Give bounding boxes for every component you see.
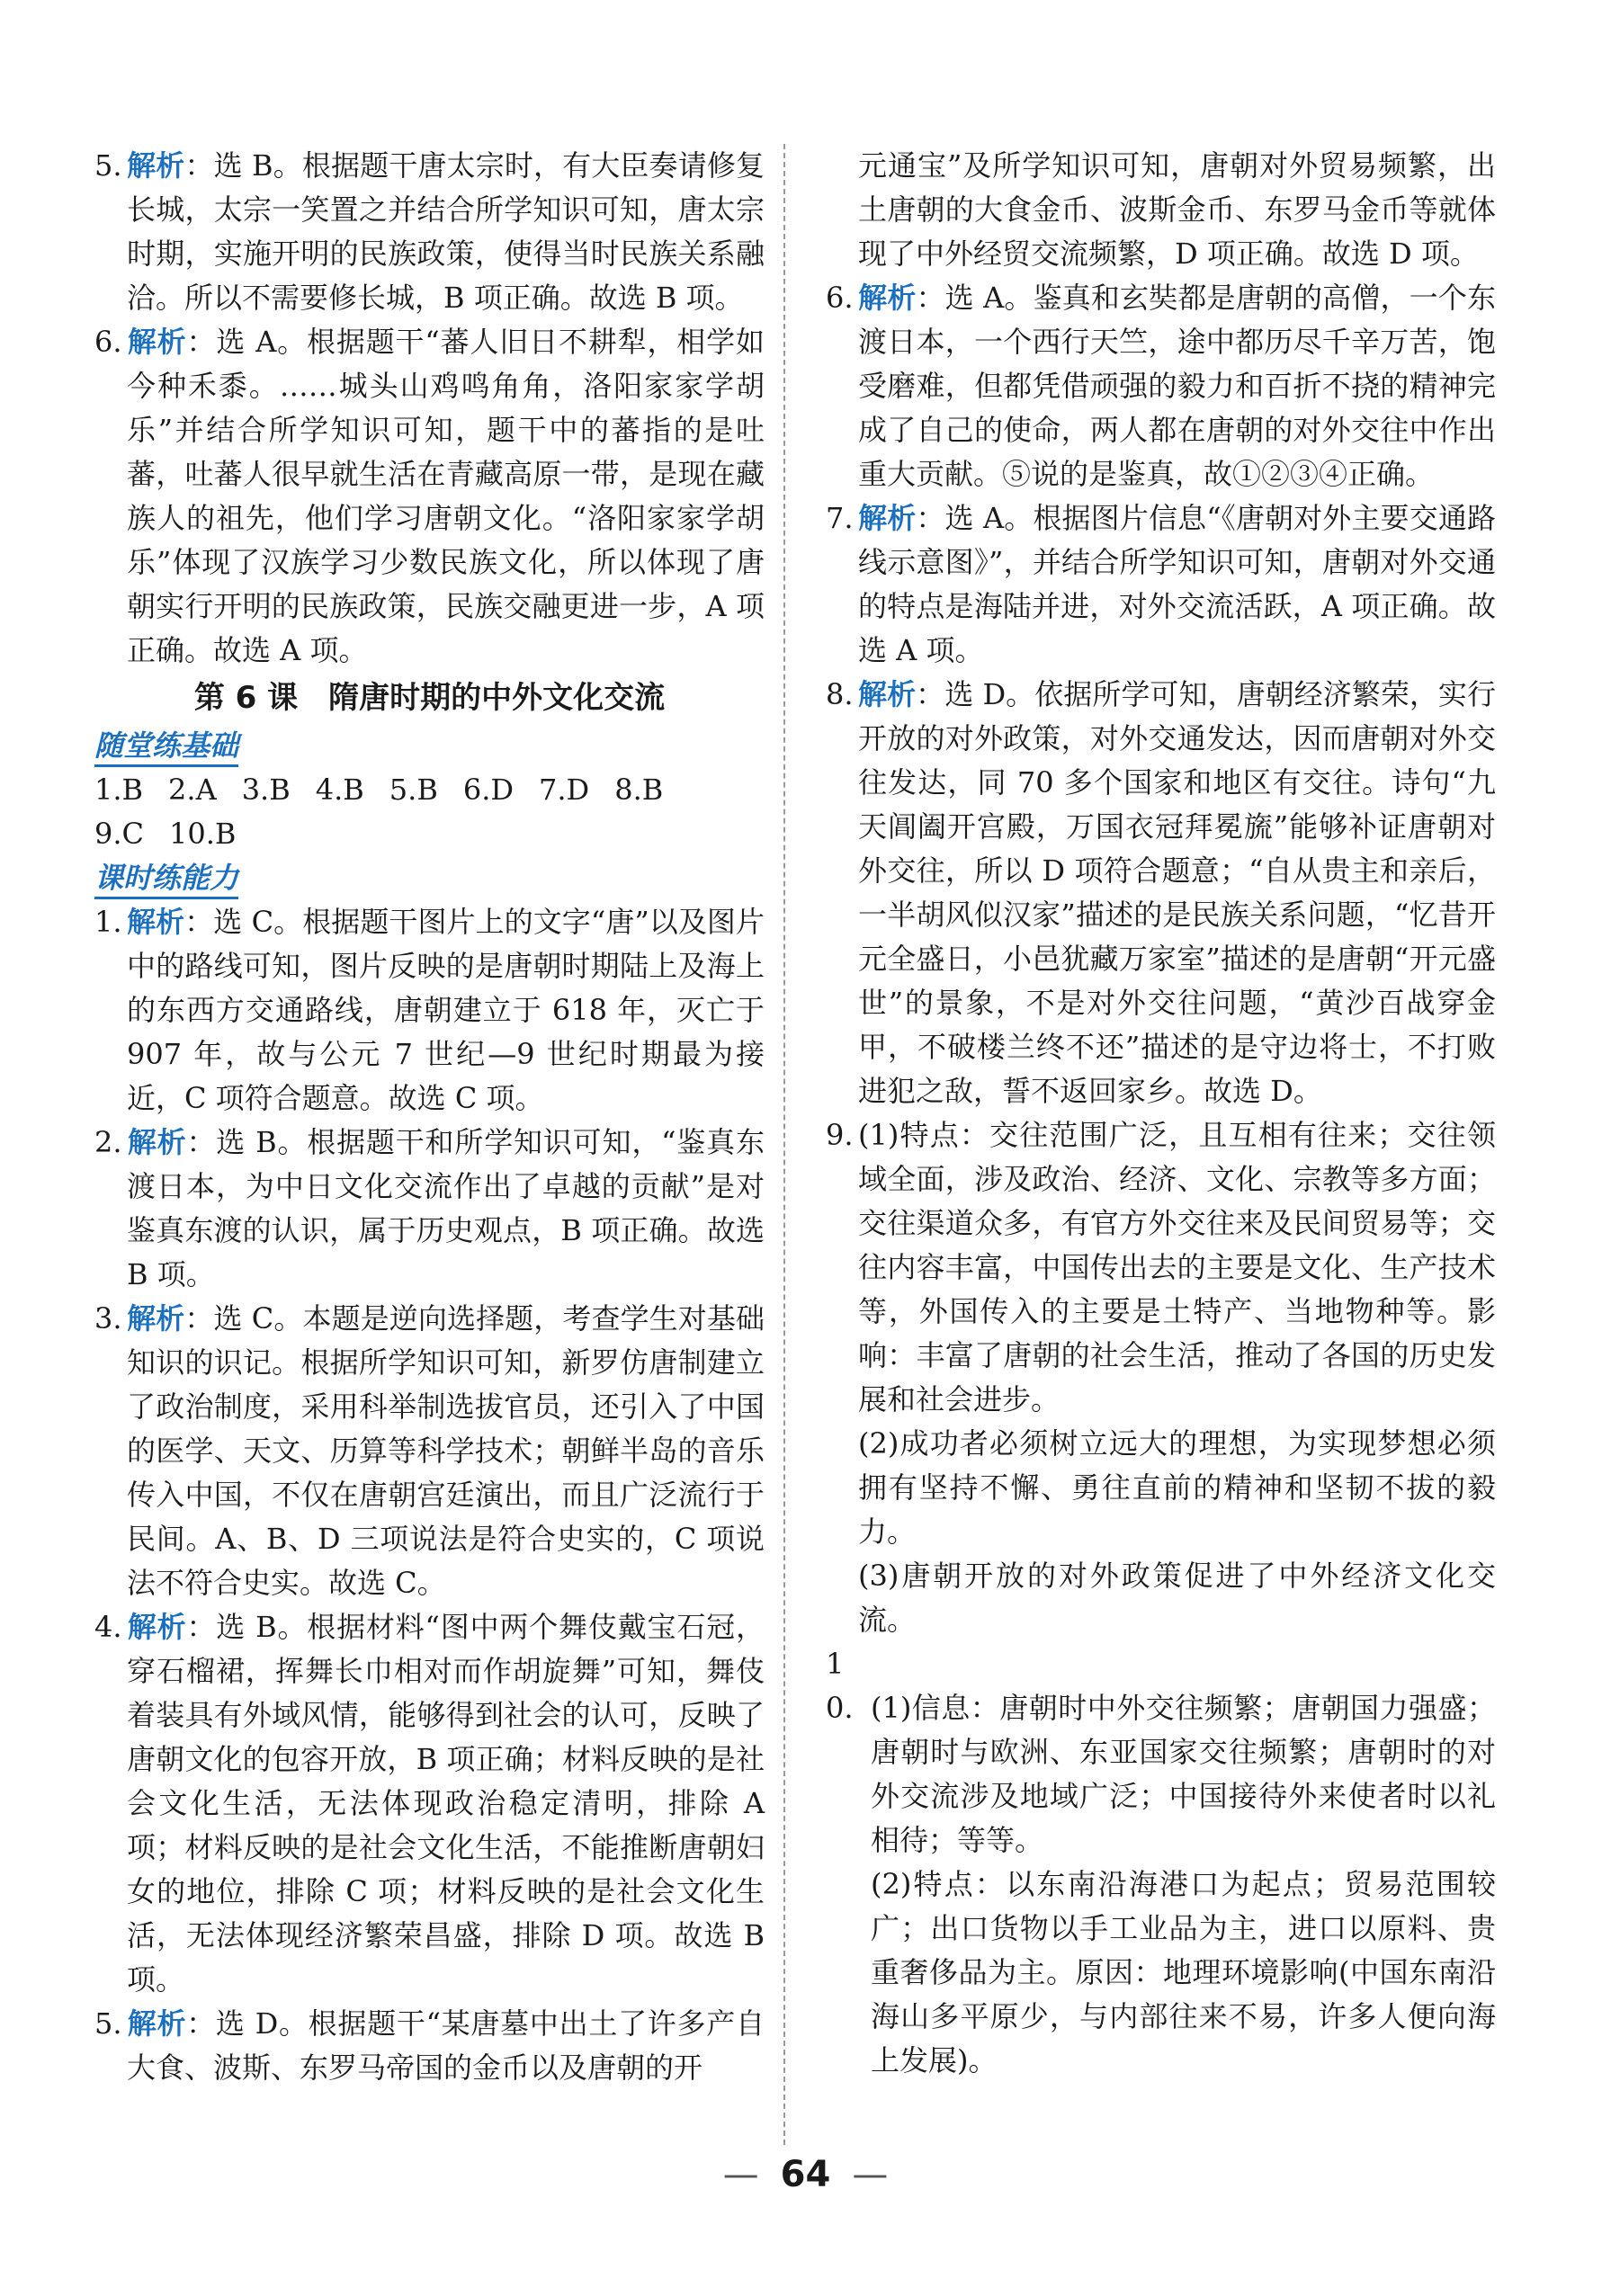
answer-item: 10.B	[169, 817, 237, 851]
item-number: 2.	[94, 1125, 122, 1159]
answer-item: 7.D	[539, 773, 590, 807]
item-text: ：选 C。根据题干图片上的文字“唐”以及图片中的路线可知，图片反映的是唐朝时期陆上及海上的东西方交通路线，唐朝建立于 618 年，灭亡于 907 年，故与公元 7 世纪—9 世纪时期最为接近，C 项符合题意。故选 C 项。	[127, 905, 765, 1115]
item-number: 3.	[94, 1301, 122, 1336]
analysis-tag: 解析	[858, 501, 917, 535]
analysis-tag: 解析	[127, 325, 187, 359]
answer-item-4	[94, 1605, 765, 2002]
answer-item: 5.B	[389, 773, 438, 807]
answer-item: 9.C	[94, 817, 145, 851]
left-column	[94, 144, 765, 2090]
answer-item: 3.B	[241, 773, 291, 807]
dash-decoration: —	[852, 2154, 889, 2195]
section-heading-text: 课时练能力	[94, 859, 238, 899]
item-text: (1)信息：唐朝时中外交往频繁；唐朝国力强盛；唐朝时与欧洲、东亚国家交往频繁；唐朝时的对外交流涉及地域广泛；中国接待外来使者时以礼相待；等等。	[871, 1691, 1496, 1857]
item-number: 6.	[94, 325, 122, 359]
answer-item: 2.A	[168, 773, 217, 807]
answer-item-3	[94, 1297, 765, 1605]
answer-item-5	[94, 2002, 765, 2090]
answer-item-6	[826, 276, 1496, 496]
analysis-tag: 解析	[127, 905, 185, 939]
item-number: 7.	[826, 501, 854, 535]
item-text: ：选 B。根据题干唐太宗时，有大臣奏请修复长城，太宗一笑置之并结合所学知识可知，唐太宗时期，实施开明的民族政策，使得当时民族关系融洽。所以不需要修长城，B 项正确。故选 B 项。	[127, 148, 765, 315]
answer-item-7	[826, 496, 1496, 673]
item-number: 1.	[94, 905, 122, 939]
answer-item: 4.B	[315, 773, 364, 807]
right-column	[826, 144, 1496, 2083]
answer-item-10-part2: (2)特点：以东南沿海港口为起点；贸易范围较广；出口货物以手工业品为主，进口以原料、贵重奢侈品为主。原因：地理环境影响(中国东南沿海山多平原少，与内部往来不易，许多人便向海上发展)。	[871, 1867, 1496, 2077]
page-number-text: 64	[780, 2154, 831, 2195]
item-number: 10.	[826, 1647, 854, 1725]
analysis-tag: 解析	[127, 148, 185, 183]
item-text: ：选 B。根据材料“图中两个舞伎戴宝石冠，穿石榴裙，挥舞长巾相对而作胡旋舞”可知，舞伎着装具有外域风情，能够得到社会的认可，反映了唐朝文化的包容开放，B 项正确；材料反映的是社会文化生活，无法体现政治稳定清明，排除 A 项；材料反映的是社会文化生活，不能推断唐朝妇女的地位，排除 C 项；材料反映的是社会文化生活，无法体现经济繁荣昌盛，排除 D 项。故选 B 项。	[127, 1610, 765, 1997]
analysis-tag: 解析	[127, 1610, 187, 1644]
item-text: ：选 A。鉴真和玄奘都是唐朝的高僧，一个东渡日本，一个西行天竺，途中都历尽千辛万苦，饱受磨难，但都凭借顽强的毅力和百折不挠的精神完成了自己的使命，两人都在唐朝的对外交往中作出重大贡献。⑤说的是鉴真，故①②③④正确。	[858, 281, 1496, 491]
answer-item-2	[94, 1121, 765, 1297]
answer-item-10	[826, 1642, 1496, 1863]
lesson-title: 第 6 课 隋唐时期的中外文化交流	[193, 680, 666, 716]
answer-item-8	[826, 673, 1496, 1113]
analysis-tag: 解析	[858, 281, 917, 315]
section-heading-text: 随堂练基础	[94, 727, 238, 767]
answer-item: 1.B	[94, 773, 144, 807]
item-number: 8.	[826, 677, 854, 711]
item-text: ：选 B。根据题干和所学知识可知，“鉴真东渡日本，为中日文化交流作出了卓越的贡献”是对鉴真东渡的认识，属于历史观点，B 项正确。故选 B 项。	[127, 1125, 765, 1291]
analysis-tag: 解析	[127, 1125, 187, 1159]
q5-prev	[94, 144, 765, 320]
section-heading-ability	[94, 856, 765, 900]
item-text: ：选 A。根据图片信息“《唐朝对外主要交通路线示意图》”，并结合所学知识可知，唐朝对外交通的特点是海陆并进，对外交流活跃，A 项正确。故选 A 项。	[858, 501, 1496, 667]
item-text: ：选 D。依据所学可知，唐朝经济繁荣，实行开放的对外政策，对外交通发达，因而唐朝对外交往发达，同 70 多个国家和地区有交往。诗句“九天阊阖开宫殿，万国衣冠拜冕旒”能够补证唐朝对外交往，所以 D 项符合题意；“自从贵主和亲后，一半胡风似汉家”描述的是民族关系问题，“忆昔开元全盛日，小邑犹藏万家室”描述的是唐朝“开元盛世”的景象，不是对外交往问题，“黄沙百战穿金甲，不破楼兰终不还”描述的是守边将士，不打败进犯之敌，誓不返回家乡。故选 D。	[858, 677, 1496, 1108]
answer-list	[94, 768, 765, 856]
item-text: ：选 D。根据题干“某唐墓中出土了许多产自大食、波斯、东罗马帝国的金币以及唐朝的开	[127, 2006, 765, 2085]
analysis-tag: 解析	[127, 2006, 187, 2041]
q5-continuation: 元通宝”及所学知识可知，唐朝对外贸易频繁，出土唐朝的大食金币、波斯金币、东罗马金币等就体现了中外经贸交流频繁，D 项正确。故选 D 项。	[858, 148, 1496, 271]
analysis-tag: 解析	[858, 677, 917, 711]
answer-item-9-part2: (2)成功者必须树立远大的理想，为实现梦想必须拥有坚持不懈、勇往直前的精神和坚韧不拔的毅力。	[858, 1426, 1496, 1549]
section-heading-basic	[94, 724, 765, 768]
answer-item: 8.B	[614, 773, 664, 807]
analysis-tag: 解析	[127, 1301, 185, 1336]
answer-item-1	[94, 900, 765, 1121]
item-number: 5.	[94, 148, 122, 183]
item-number: 5.	[94, 2006, 122, 2041]
item-text: ：选 C。本题是逆向选择题，考查学生对基础知识的识记。根据所学知识可知，新罗仿唐制建立了政治制度，采用科举制选拔官员，还引入了中国的医学、天文、历算等科学技术；朝鲜半岛的音乐传入中国，不仅在唐朝宫廷演出，而且广泛流行于民间。A、B、D 三项说法是符合史实的，C 项说法不符合史实。故选 C。	[127, 1301, 765, 1600]
item-text: (1)特点：交往范围广泛，且互相有往来；交往领域全面，涉及政治、经济、文化、宗教等多方面；交往渠道众多，有官方外交往来及民间贸易等；交往内容丰富，中国传出去的主要是文化、生产技术等，外国传入的主要是土特产、当地物种等。影响：丰富了唐朝的社会生活，推动了各国的历史发展和社会进步。	[858, 1118, 1496, 1416]
answer-item: 6.D	[462, 773, 515, 807]
q6-prev	[94, 320, 765, 673]
page-number	[0, 2154, 1611, 2195]
item-text: ：选 A。根据题干“蕃人旧日不耕犁，相学如今种禾黍。……城头山鸡鸣角角，洛阳家家学胡乐”并结合所学知识可知，题干中的蕃指的是吐蕃，吐蕃人很早就生活在青藏高原一带，是现在藏族人的祖先，他们学习唐朝文化。“洛阳家家学胡乐”体现了汉族学习少数民族文化，所以体现了唐朝实行开明的民族政策，民族交融更进一步，A 项正确。故选 A 项。	[127, 325, 765, 667]
item-number: 9.	[826, 1118, 854, 1152]
answer-item-9	[826, 1113, 1496, 1422]
dash-decoration: —	[722, 2154, 759, 2195]
item-number: 4.	[94, 1610, 122, 1644]
answer-item-9-part3: (3)唐朝开放的对外政策促进了中外经济文化交流。	[858, 1559, 1496, 1637]
column-divider	[783, 144, 785, 2145]
item-number: 6.	[826, 281, 854, 315]
